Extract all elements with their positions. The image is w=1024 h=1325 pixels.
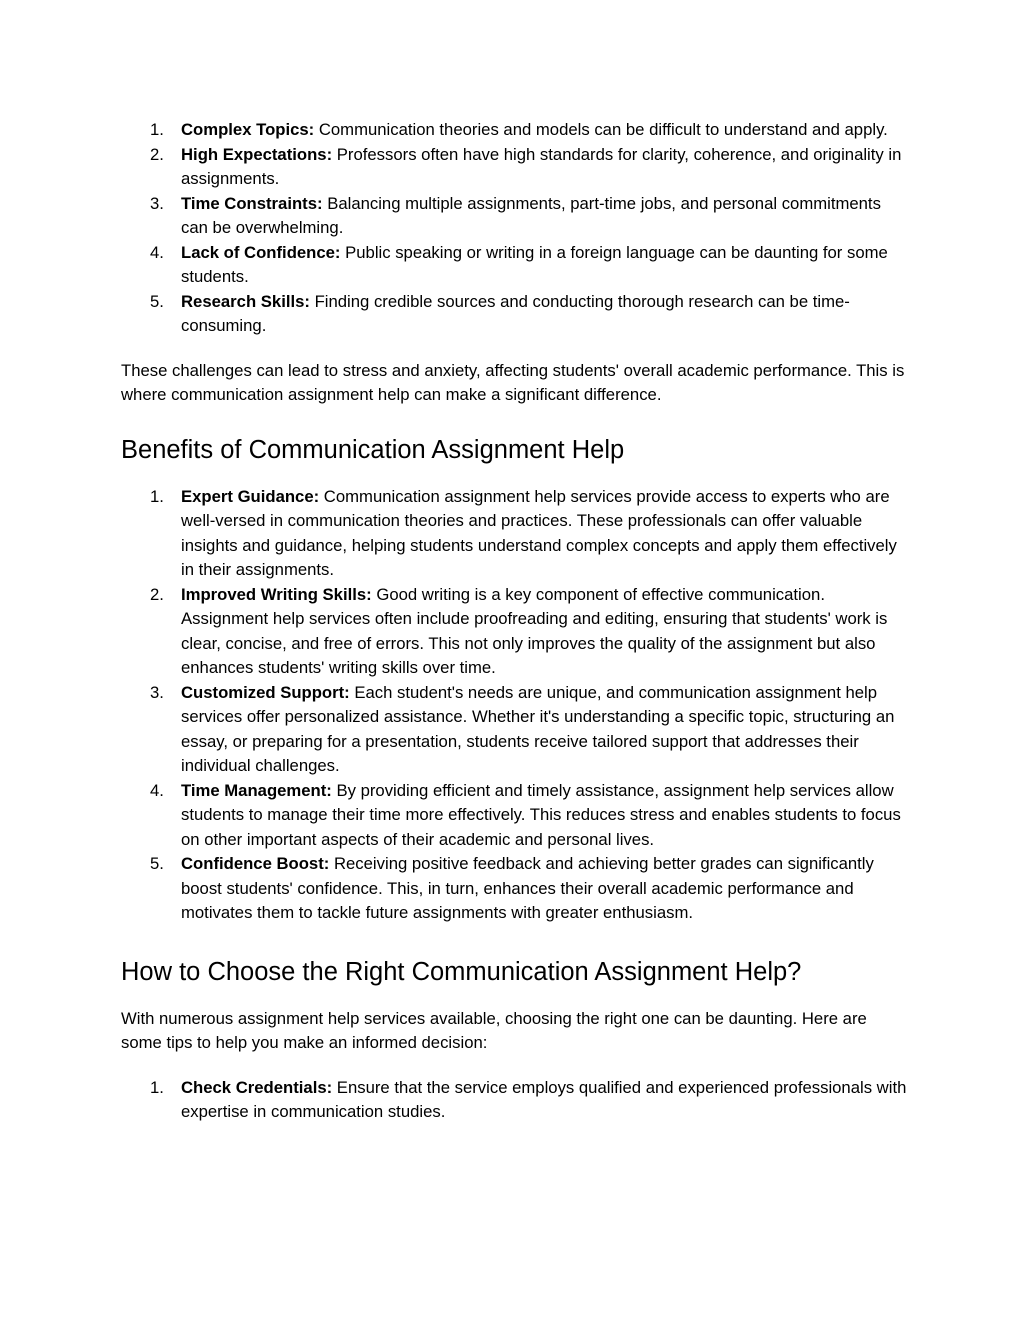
item-label: High Expectations: [181,144,333,164]
choose-heading: How to Choose the Right Communication Assignment Help? [121,957,802,986]
list-item [121,290,907,339]
item-label: Time Management: [181,780,332,800]
item-label: Confidence Boost: [181,854,330,873]
list-item [121,681,907,779]
document-content [121,118,907,1125]
list-number: 4. [150,780,164,800]
item-label: Time Constraints: [181,193,323,213]
list-number: 3. [150,682,164,702]
item-text: Public speaking or writing in a foreign language can be daunting for some students. [181,242,888,286]
list-item [121,852,907,926]
list-number: 1. [150,486,164,506]
list-item [121,583,907,681]
item-text: Communication theories and models can be difficult to understand and apply. [314,120,888,139]
challenges-summary-paragraph: These challenges can lead to stress and anxiety, affecting students' overall academic performance. This is where communication assignment help can make a significant difference. [121,360,905,404]
item-text: Professors often have high standards for clarity, coherence, and originality in assignments. [181,144,902,188]
tips-list [121,1076,907,1125]
item-text: Communication assignment help services provide access to experts who are well-versed in communication theories and practices. These professionals can offer valuable insights and guidance, helping students understand complex concepts and apply them effectively in their assignments. [181,486,897,579]
list-item [121,143,907,192]
item-label: Check Credentials: [181,1077,333,1097]
item-text: Good writing is a key component of effective communication. Assignment help services often include proofreading and editing, ensuring that students' work is clear, concise, and free of errors. This not only improves the quality of the assignment but also enhances students' writing skills over time. [181,584,888,677]
item-text: Ensure that the service employs qualified and experienced professionals with expertise in communication studies. [181,1077,907,1121]
item-label: Research Skills: [181,291,310,311]
list-number: 4. [150,242,164,262]
list-number: 1. [150,120,164,139]
benefits-heading: Benefits of Communication Assignment Help [121,435,625,464]
list-number: 5. [150,291,164,311]
item-text: Balancing multiple assignments, part-time jobs, and personal commitments can be overwhelming. [181,193,881,237]
list-number: 2. [150,144,164,164]
challenges-list [121,118,907,339]
item-text: Receiving positive feedback and achieving better grades can significantly boost students' confidence. This, in turn, enhances their overall academic performance and motivates them to tackle future assignments with greater enthusiasm. [181,854,874,922]
item-text: Finding credible sources and conducting thorough research can be time-consuming. [181,291,850,335]
list-number: 5. [150,854,164,873]
list-number: 1. [150,1077,164,1097]
list-item [121,485,907,583]
list-item [121,1076,907,1125]
item-label: Customized Support: [181,682,350,702]
list-item [121,192,907,241]
list-item [121,241,907,290]
item-text: By providing efficient and timely assistance, assignment help services allow students to manage their time more effectively. This reduces stress and enables students to focus on other important aspects of their academic and personal lives. [181,780,901,849]
item-label: Improved Writing Skills: [181,584,372,604]
list-item [121,779,907,853]
item-label: Lack of Confidence: [181,242,341,262]
choose-intro-paragraph: With numerous assignment help services available, choosing the right one can be daunting. Here are some tips to help you make an informed decision: [121,1008,867,1052]
list-item [121,118,907,143]
list-number: 3. [150,193,164,213]
item-label: Expert Guidance: [181,486,320,506]
list-number: 2. [150,584,164,604]
item-label: Complex Topics: [181,120,315,139]
benefits-list [121,485,907,926]
item-text: Each student's needs are unique, and communication assignment help services offer personalized assistance. Whether it's understanding a specific topic, structuring an essay, or preparing for a presentation, students receive tailored support that addresses their individual challenges. [181,682,895,775]
